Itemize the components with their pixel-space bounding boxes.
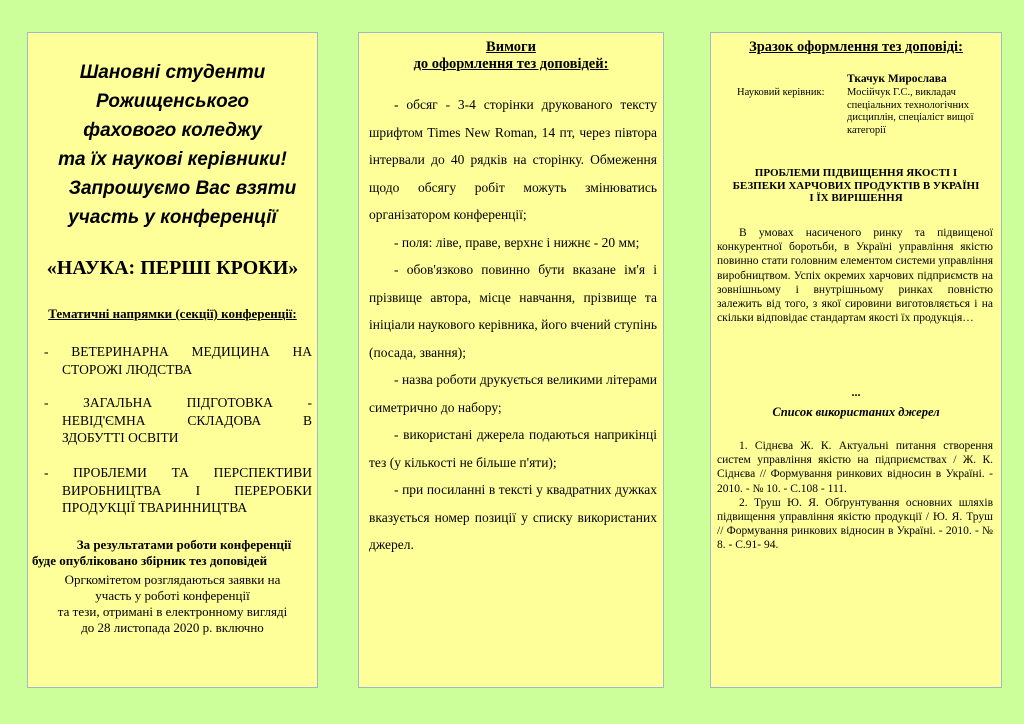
greeting-line: Запрошуємо Вас взяти <box>68 178 297 199</box>
requirements-panel <box>358 32 664 688</box>
requirement-item: - обсяг - 3-4 сторінки друкованого тексту шрифтом Times New Roman, 14 пт, через півтора інтервали до 40 рядків на сторінку. Обмеження щодо обсягу робіт можуть змінюватись організатором конференції; <box>369 97 657 222</box>
section-item <box>44 394 312 447</box>
section-line: НЕВІД'ЄМНА СКЛАДОВА В <box>62 412 312 428</box>
supervisor-label: Науковий керівник: <box>737 87 825 98</box>
references-list <box>717 439 993 553</box>
requirement-item: - використані джерела подаються наприкінці тез (у кількості не більше п'яти); <box>369 427 657 470</box>
section-line: ВИРОБНИЦТВА І ПЕРЕРОБКИ <box>62 482 312 498</box>
requirement-item: - при посиланні в тексті у квадратних дужках вказується номер позиції у списку використаних джерел. <box>369 482 657 552</box>
greeting <box>28 58 317 232</box>
reference-item: 2. Труш Ю. Я. Обґрунтування основних шляхів підвищення управління якістю продукції / Ю. Я. Труш // Формування ринкових відносин в Україні. - 2010. - № 8. - С.91- 94. <box>717 496 993 552</box>
results-line: буде опубліковано збірник тез доповідей <box>32 552 268 568</box>
greeting-line: Рожищенського <box>95 91 250 112</box>
sections-heading: Тематичні напрямки (секції) конференції: <box>48 306 297 321</box>
section-line: - ЗАГАЛЬНА ПІДГОТОВКА - <box>44 395 312 410</box>
sample-title: Зразок оформлення тез доповіді: <box>749 39 963 55</box>
section-line: - ВЕТЕРИНАРНА МЕДИЦИНА НА <box>44 344 312 359</box>
results-note <box>32 537 314 568</box>
sample-panel <box>710 32 1002 688</box>
references-title: Список використаних джерел <box>772 405 940 419</box>
greeting-line: фахового коледжу <box>83 120 262 141</box>
section-item <box>44 343 312 378</box>
supervisor-details <box>847 87 997 137</box>
reference-item: 1. Сіднєва Ж. К. Актуальні питання створення систем управління якістю на підприємствах / Ж. К. Сіднєва // Формування ринкових відносин в Україні. - 2010. - № 10. - С.108 - 111. <box>717 440 993 495</box>
author-name: Ткачук Мирослава <box>847 73 947 85</box>
requirements-title <box>359 39 663 73</box>
greeting-line: та їх наукові керівники! <box>58 149 287 170</box>
section-line: - ПРОБЛЕМИ ТА ПЕРСПЕКТИВИ <box>44 465 312 480</box>
results-line: За результатами роботи конференції <box>76 537 292 552</box>
org-note-line: до 28 листопада 2020 р. включно <box>81 620 264 635</box>
supervisor-line: дисциплін, спеціаліст вищої <box>847 112 974 123</box>
conference-title: «НАУКА: ПЕРШІ КРОКИ» <box>46 257 299 279</box>
requirements-title-line: до оформлення тез доповідей: <box>413 56 609 72</box>
section-item <box>44 464 312 517</box>
greeting-line: участь у конференції <box>68 207 277 228</box>
requirement-item: - назва роботи друкується великими літерами симетрично до набору; <box>369 372 657 415</box>
supervisor-line: категорії <box>847 124 886 136</box>
paper-text: В умовах насиченого ринку та підвищеної конкурентної боротьби, в Україні управління якістю повинно стати головним елементом системи управління виробництвом. Успіх окремих харчових підприємств на зовнішньому і внутрішньому ринках повністю залежить від того, з якої сировини виготовляється і на скільки відповідає стандартам якості їх продукція… <box>717 227 993 325</box>
org-note-line: та тези, отримані в електронному вигляді <box>57 604 288 619</box>
paper-title: ПРОБЛЕМИ ПІДВИЩЕННЯ ЯКОСТІ І БЕЗПЕКИ ХАРЧОВИХ ПРОДУКТІВ В УКРАЇНІ І ЇХ ВИРІШЕННЯ <box>732 167 980 204</box>
supervisor-line: спеціальних технологічних <box>847 99 969 111</box>
organizing-note <box>28 572 317 636</box>
section-line: ПРОДУКЦІЇ ТВАРИННИЦТВА <box>62 500 248 515</box>
supervisor-line: Мосійчук Г.С., викладач <box>847 87 956 98</box>
section-line: СТОРОЖІ ЛЮДСТВА <box>62 361 193 377</box>
requirements-list <box>369 91 657 559</box>
ellipsis: ... <box>851 385 861 399</box>
requirement-item: - обов'язково повинно бути вказане ім'я і прізвище автора, місце навчання, прізвище та ініціали наукового керівника, його вчений ступінь (посада, звання); <box>369 262 657 360</box>
invitation-panel <box>27 32 318 688</box>
org-note-line: Оргкомітетом розглядаються заявки на <box>64 572 281 587</box>
requirement-item: - поля: ліве, праве, верхнє і нижнє - 20 мм; <box>394 234 640 250</box>
org-note-line: участь у роботі конференції <box>95 588 250 603</box>
requirements-title-line: Вимоги <box>486 39 536 55</box>
greeting-line: Шановні студенти <box>79 62 266 83</box>
section-line: ЗДОБУТТІ ОСВІТИ <box>62 430 179 445</box>
